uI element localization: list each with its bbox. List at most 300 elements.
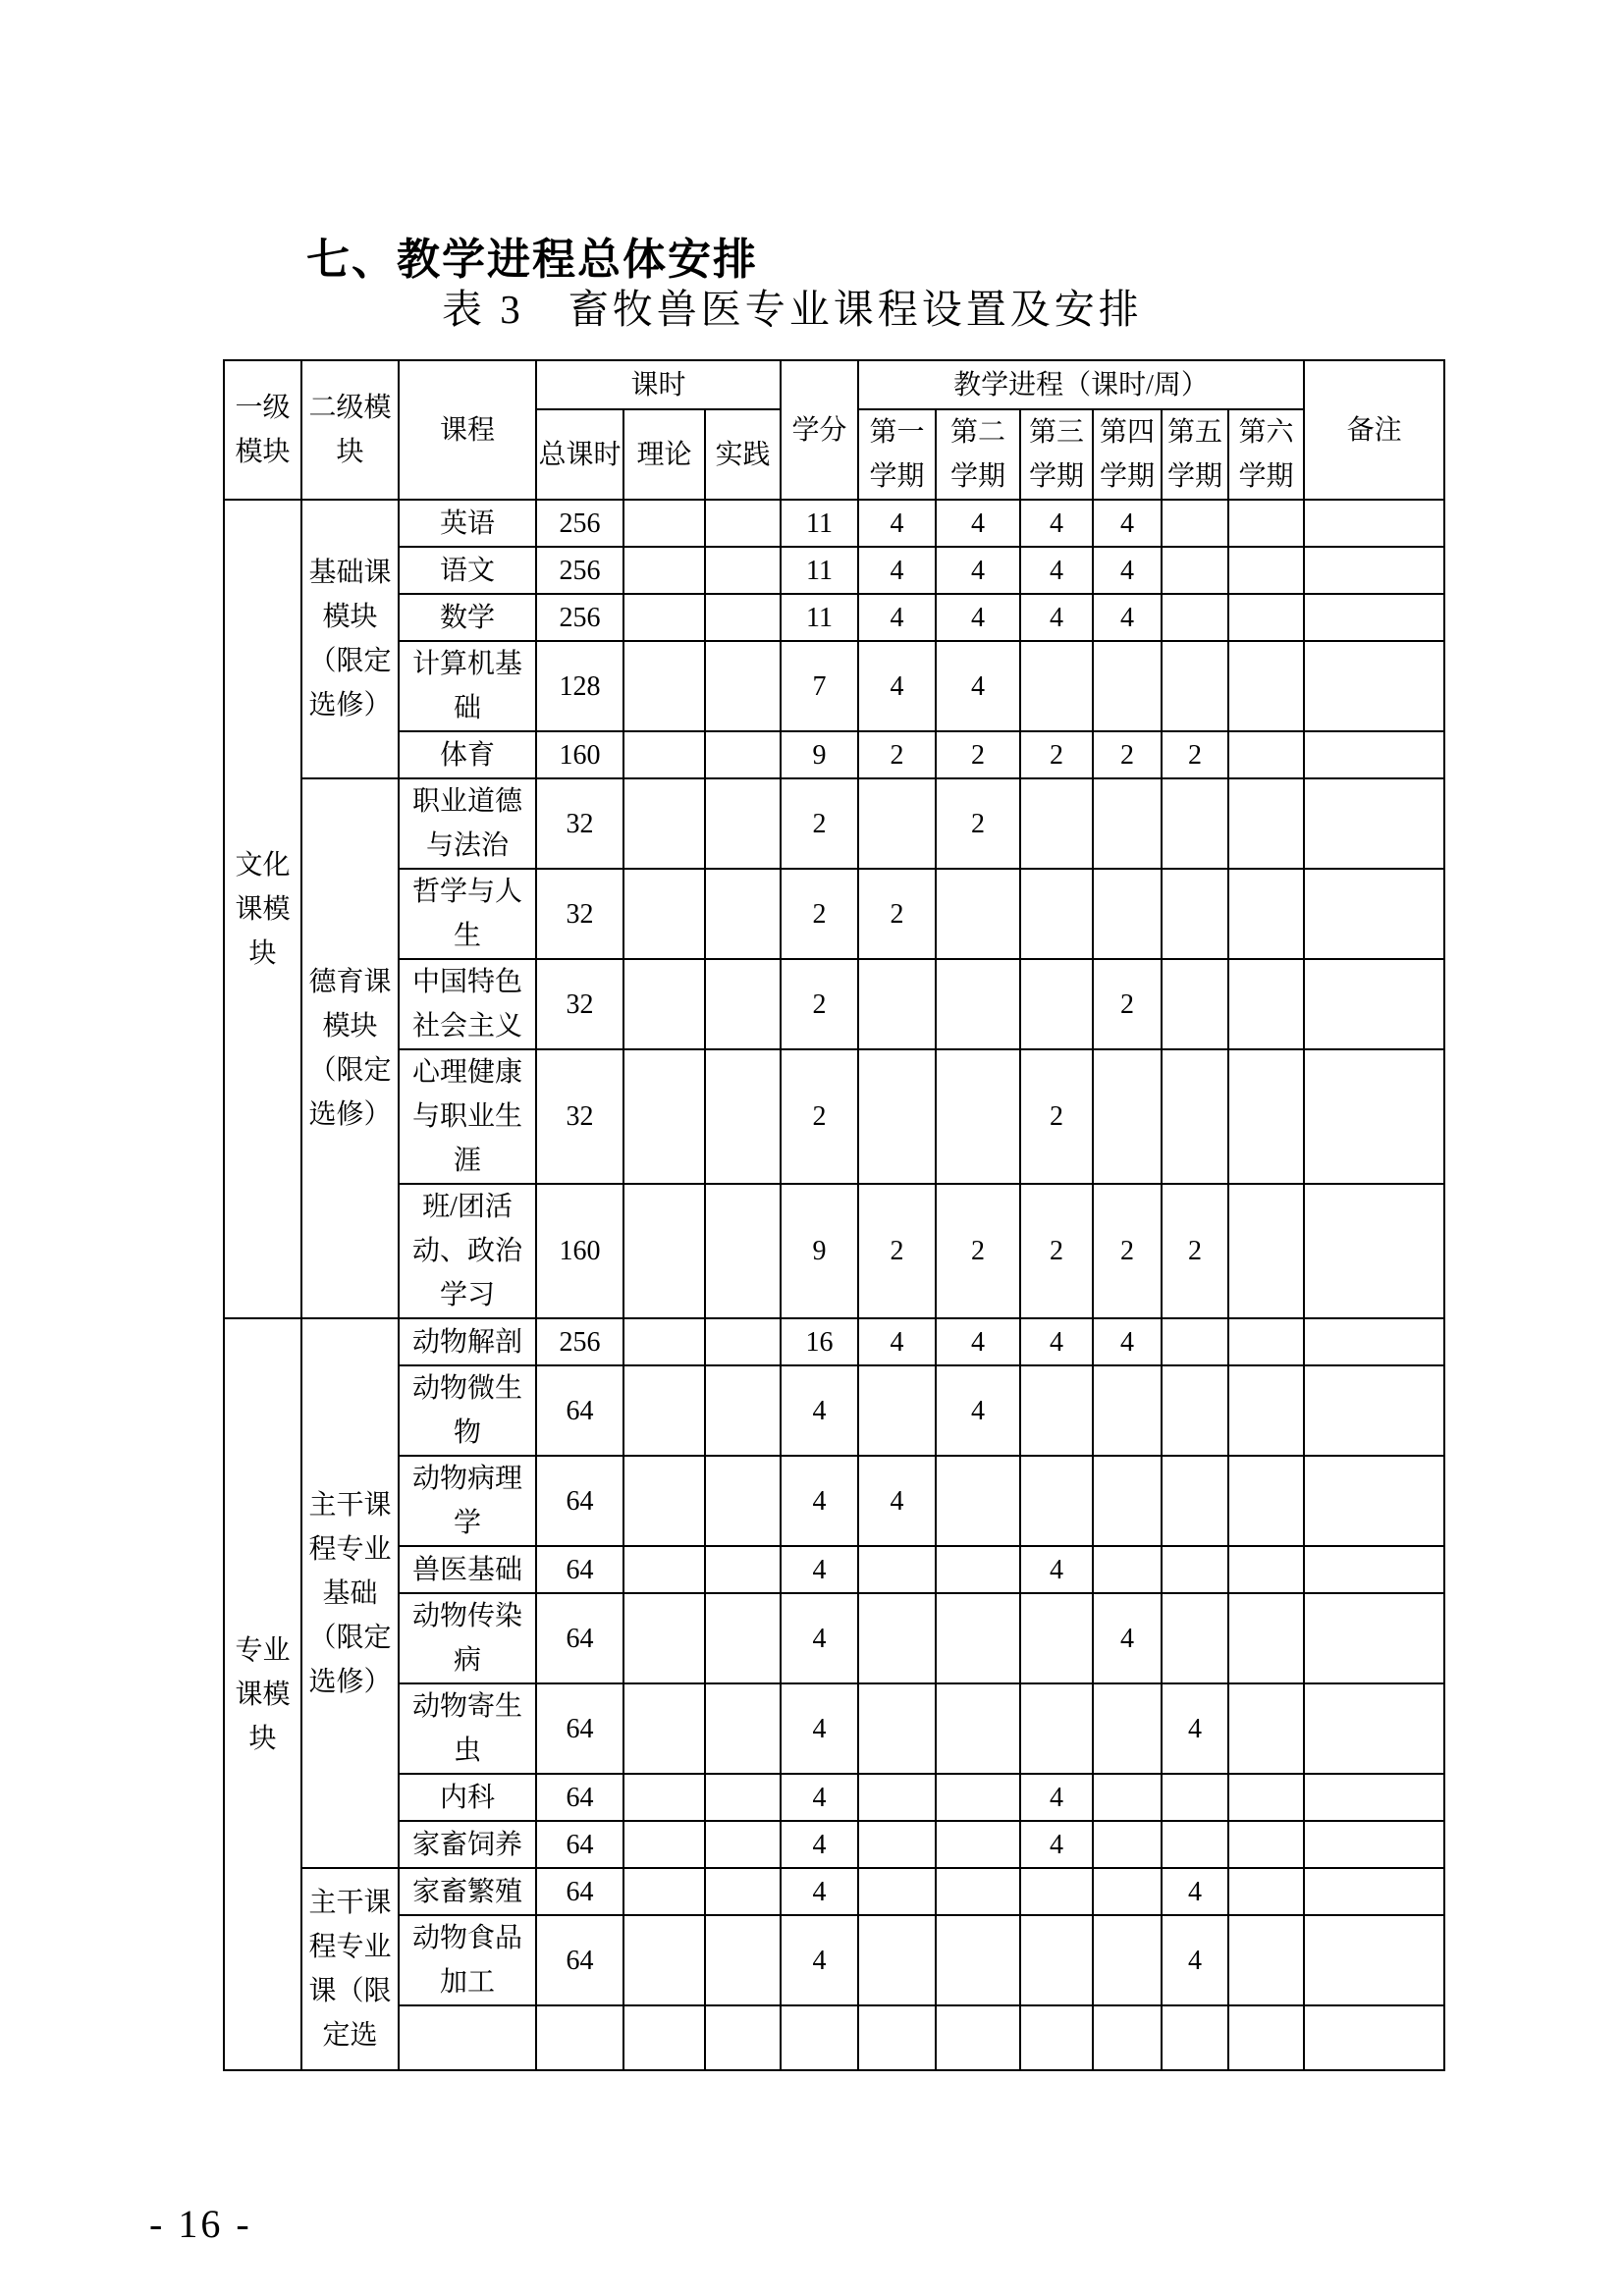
semester-6-cell bbox=[1228, 594, 1304, 641]
semester-1-cell: 4 bbox=[858, 1318, 936, 1365]
theory-hours-cell bbox=[623, 1546, 705, 1593]
semester-4-cell bbox=[1093, 778, 1162, 869]
semester-4-cell bbox=[1093, 1683, 1162, 1774]
total-hours-cell: 256 bbox=[536, 1318, 623, 1365]
table-row bbox=[224, 1774, 1444, 1821]
practice-hours-cell bbox=[705, 641, 781, 731]
theory-hours-cell bbox=[623, 1915, 705, 2005]
credits-cell: 4 bbox=[781, 1593, 858, 1683]
table-row bbox=[224, 1868, 1444, 1915]
semester-3-cell bbox=[1020, 1365, 1093, 1456]
remark-cell bbox=[1304, 1049, 1444, 1184]
semester-4-cell bbox=[1093, 641, 1162, 731]
section-heading: 七、教学进程总体安排 bbox=[306, 236, 758, 284]
course-cell: 动物食品加工 bbox=[399, 1915, 536, 2005]
credits-cell: 16 bbox=[781, 1318, 858, 1365]
semester-6-cell bbox=[1228, 1456, 1304, 1546]
semester-6-cell bbox=[1228, 1593, 1304, 1683]
semester-3-cell bbox=[1020, 2005, 1093, 2070]
table-row bbox=[224, 1546, 1444, 1593]
semester-4-cell: 4 bbox=[1093, 547, 1162, 594]
semester-4-cell: 4 bbox=[1093, 1593, 1162, 1683]
table-row bbox=[224, 1049, 1444, 1184]
credits-cell: 9 bbox=[781, 1184, 858, 1318]
table-row bbox=[224, 1915, 1444, 2005]
remark-cell bbox=[1304, 731, 1444, 778]
semester-1-cell: 4 bbox=[858, 594, 936, 641]
semester-3-cell: 4 bbox=[1020, 500, 1093, 547]
course-cell: 动物病理学 bbox=[399, 1456, 536, 1546]
semester-4-cell: 4 bbox=[1093, 594, 1162, 641]
header-semester-3: 第三学期 bbox=[1020, 409, 1093, 500]
semester-3-cell: 4 bbox=[1020, 594, 1093, 641]
header-hours-group: 课时 bbox=[536, 360, 781, 409]
course-cell: 家畜饲养 bbox=[399, 1821, 536, 1868]
semester-1-cell bbox=[858, 1774, 936, 1821]
table-row bbox=[224, 641, 1444, 731]
semester-5-cell: 4 bbox=[1162, 1868, 1228, 1915]
course-cell: 家畜繁殖 bbox=[399, 1868, 536, 1915]
theory-hours-cell bbox=[623, 1365, 705, 1456]
semester-1-cell bbox=[858, 1593, 936, 1683]
total-hours-cell bbox=[536, 2005, 623, 2070]
semester-6-cell bbox=[1228, 1318, 1304, 1365]
table-row bbox=[224, 1184, 1444, 1318]
semester-1-cell bbox=[858, 1915, 936, 2005]
semester-4-cell bbox=[1093, 1456, 1162, 1546]
total-hours-cell: 64 bbox=[536, 1365, 623, 1456]
semester-5-cell bbox=[1162, 547, 1228, 594]
course-cell: 兽医基础 bbox=[399, 1546, 536, 1593]
semester-4-cell bbox=[1093, 1546, 1162, 1593]
semester-3-cell bbox=[1020, 1683, 1093, 1774]
semester-5-cell: 4 bbox=[1162, 1915, 1228, 2005]
semester-1-cell: 4 bbox=[858, 1456, 936, 1546]
header-hours-total: 总课时 bbox=[536, 409, 623, 500]
semester-5-cell: 2 bbox=[1162, 731, 1228, 778]
semester-5-cell: 4 bbox=[1162, 1683, 1228, 1774]
semester-6-cell bbox=[1228, 1184, 1304, 1318]
total-hours-cell: 32 bbox=[536, 1049, 623, 1184]
semester-4-cell: 2 bbox=[1093, 959, 1162, 1049]
semester-5-cell bbox=[1162, 1593, 1228, 1683]
semester-3-cell bbox=[1020, 778, 1093, 869]
header-course: 课程 bbox=[399, 360, 536, 500]
course-cell: 动物解剖 bbox=[399, 1318, 536, 1365]
remark-cell bbox=[1304, 1365, 1444, 1456]
course-cell: 体育 bbox=[399, 731, 536, 778]
remark-cell bbox=[1304, 869, 1444, 959]
semester-4-cell: 4 bbox=[1093, 1318, 1162, 1365]
page-number: - 16 - bbox=[149, 2202, 252, 2246]
theory-hours-cell bbox=[623, 594, 705, 641]
module2-cell: 德育课模块（限定选修） bbox=[301, 778, 399, 1318]
practice-hours-cell bbox=[705, 1915, 781, 2005]
semester-5-cell bbox=[1162, 869, 1228, 959]
semester-1-cell bbox=[858, 959, 936, 1049]
semester-1-cell: 2 bbox=[858, 731, 936, 778]
semester-2-cell bbox=[936, 1049, 1020, 1184]
semester-1-cell bbox=[858, 1821, 936, 1868]
remark-cell bbox=[1304, 1915, 1444, 2005]
semester-5-cell bbox=[1162, 1821, 1228, 1868]
semester-3-cell bbox=[1020, 959, 1093, 1049]
practice-hours-cell bbox=[705, 547, 781, 594]
semester-1-cell bbox=[858, 1546, 936, 1593]
course-cell: 班/团活动、政治学习 bbox=[399, 1184, 536, 1318]
header-row-1 bbox=[224, 360, 1444, 409]
semester-3-cell: 4 bbox=[1020, 1318, 1093, 1365]
table-row bbox=[224, 2005, 1444, 2070]
table-row bbox=[224, 1593, 1444, 1683]
remark-cell bbox=[1304, 1184, 1444, 1318]
remark-cell bbox=[1304, 500, 1444, 547]
remark-cell bbox=[1304, 1318, 1444, 1365]
semester-5-cell bbox=[1162, 2005, 1228, 2070]
semester-3-cell: 2 bbox=[1020, 1184, 1093, 1318]
semester-1-cell bbox=[858, 1049, 936, 1184]
credits-cell: 11 bbox=[781, 594, 858, 641]
remark-cell bbox=[1304, 594, 1444, 641]
table-row bbox=[224, 731, 1444, 778]
semester-3-cell bbox=[1020, 1868, 1093, 1915]
semester-2-cell bbox=[936, 1774, 1020, 1821]
header-module2: 二级模块 bbox=[301, 360, 399, 500]
header-semester-2: 第二学期 bbox=[936, 409, 1020, 500]
table-row bbox=[224, 1365, 1444, 1456]
credits-cell: 4 bbox=[781, 1365, 858, 1456]
semester-6-cell bbox=[1228, 500, 1304, 547]
semester-1-cell: 2 bbox=[858, 869, 936, 959]
course-cell: 数学 bbox=[399, 594, 536, 641]
theory-hours-cell bbox=[623, 731, 705, 778]
header-semester-5: 第五学期 bbox=[1162, 409, 1228, 500]
credits-cell: 4 bbox=[781, 1821, 858, 1868]
credits-cell: 4 bbox=[781, 1915, 858, 2005]
semester-5-cell bbox=[1162, 1546, 1228, 1593]
remark-cell bbox=[1304, 1683, 1444, 1774]
practice-hours-cell bbox=[705, 2005, 781, 2070]
semester-1-cell bbox=[858, 778, 936, 869]
remark-cell bbox=[1304, 1774, 1444, 1821]
credits-cell: 7 bbox=[781, 641, 858, 731]
semester-6-cell bbox=[1228, 641, 1304, 731]
table-row bbox=[224, 1318, 1444, 1365]
semester-2-cell bbox=[936, 1683, 1020, 1774]
total-hours-cell: 160 bbox=[536, 731, 623, 778]
semester-2-cell: 4 bbox=[936, 594, 1020, 641]
semester-6-cell bbox=[1228, 2005, 1304, 2070]
semester-2-cell: 2 bbox=[936, 731, 1020, 778]
semester-6-cell bbox=[1228, 731, 1304, 778]
theory-hours-cell bbox=[623, 500, 705, 547]
semester-3-cell bbox=[1020, 641, 1093, 731]
semester-6-cell bbox=[1228, 547, 1304, 594]
semester-6-cell bbox=[1228, 1868, 1304, 1915]
theory-hours-cell bbox=[623, 1593, 705, 1683]
table-row bbox=[224, 959, 1444, 1049]
semester-3-cell bbox=[1020, 1915, 1093, 2005]
course-schedule-table bbox=[223, 359, 1445, 2071]
header-progress-group: 教学进程（课时/周） bbox=[858, 360, 1304, 409]
total-hours-cell: 32 bbox=[536, 959, 623, 1049]
table-row bbox=[224, 1456, 1444, 1546]
semester-5-cell bbox=[1162, 1365, 1228, 1456]
semester-4-cell bbox=[1093, 1365, 1162, 1456]
practice-hours-cell bbox=[705, 778, 781, 869]
remark-cell bbox=[1304, 547, 1444, 594]
credits-cell: 4 bbox=[781, 1546, 858, 1593]
remark-cell bbox=[1304, 641, 1444, 731]
theory-hours-cell bbox=[623, 869, 705, 959]
table-row bbox=[224, 500, 1444, 547]
course-cell: 中国特色社会主义 bbox=[399, 959, 536, 1049]
header-module1: 一级模块 bbox=[224, 360, 301, 500]
table-caption: 表 3 畜牧兽医专业课程设置及安排 bbox=[442, 287, 1143, 332]
practice-hours-cell bbox=[705, 1456, 781, 1546]
semester-6-cell bbox=[1228, 869, 1304, 959]
semester-2-cell bbox=[936, 1915, 1020, 2005]
practice-hours-cell bbox=[705, 1049, 781, 1184]
semester-6-cell bbox=[1228, 778, 1304, 869]
practice-hours-cell bbox=[705, 731, 781, 778]
course-cell: 心理健康与职业生涯 bbox=[399, 1049, 536, 1184]
semester-1-cell bbox=[858, 1365, 936, 1456]
total-hours-cell: 64 bbox=[536, 1821, 623, 1868]
total-hours-cell: 64 bbox=[536, 1683, 623, 1774]
course-cell: 哲学与人生 bbox=[399, 869, 536, 959]
semester-2-cell bbox=[936, 959, 1020, 1049]
practice-hours-cell bbox=[705, 1184, 781, 1318]
table-row bbox=[224, 594, 1444, 641]
semester-3-cell: 4 bbox=[1020, 1774, 1093, 1821]
semester-2-cell: 2 bbox=[936, 1184, 1020, 1318]
practice-hours-cell bbox=[705, 1546, 781, 1593]
header-theory: 理论 bbox=[623, 409, 705, 500]
semester-6-cell bbox=[1228, 959, 1304, 1049]
semester-5-cell bbox=[1162, 1049, 1228, 1184]
remark-cell bbox=[1304, 1546, 1444, 1593]
semester-2-cell bbox=[936, 1868, 1020, 1915]
total-hours-cell: 160 bbox=[536, 1184, 623, 1318]
course-cell: 英语 bbox=[399, 500, 536, 547]
credits-cell bbox=[781, 2005, 858, 2070]
semester-2-cell bbox=[936, 869, 1020, 959]
semester-6-cell bbox=[1228, 1049, 1304, 1184]
semester-4-cell bbox=[1093, 1049, 1162, 1184]
total-hours-cell: 32 bbox=[536, 869, 623, 959]
semester-1-cell: 2 bbox=[858, 1184, 936, 1318]
practice-hours-cell bbox=[705, 1774, 781, 1821]
header-practice: 实践 bbox=[705, 409, 781, 500]
semester-4-cell bbox=[1093, 1915, 1162, 2005]
semester-2-cell: 4 bbox=[936, 1365, 1020, 1456]
total-hours-cell: 64 bbox=[536, 1546, 623, 1593]
header-semester-1: 第一学期 bbox=[858, 409, 936, 500]
semester-1-cell: 4 bbox=[858, 641, 936, 731]
semester-3-cell: 2 bbox=[1020, 1049, 1093, 1184]
semester-5-cell bbox=[1162, 1318, 1228, 1365]
semester-5-cell: 2 bbox=[1162, 1184, 1228, 1318]
credits-cell: 9 bbox=[781, 731, 858, 778]
semester-5-cell bbox=[1162, 641, 1228, 731]
semester-1-cell: 4 bbox=[858, 547, 936, 594]
remark-cell bbox=[1304, 1456, 1444, 1546]
table-row bbox=[224, 1821, 1444, 1868]
table-row bbox=[224, 869, 1444, 959]
semester-2-cell: 4 bbox=[936, 1318, 1020, 1365]
semester-6-cell bbox=[1228, 1774, 1304, 1821]
semester-4-cell: 2 bbox=[1093, 731, 1162, 778]
semester-4-cell bbox=[1093, 1868, 1162, 1915]
practice-hours-cell bbox=[705, 500, 781, 547]
course-cell: 动物寄生虫 bbox=[399, 1683, 536, 1774]
semester-4-cell bbox=[1093, 1821, 1162, 1868]
module1-cell: 专业课模块 bbox=[224, 1318, 301, 2070]
course-cell: 动物微生物 bbox=[399, 1365, 536, 1456]
credits-cell: 2 bbox=[781, 778, 858, 869]
total-hours-cell: 64 bbox=[536, 1868, 623, 1915]
semester-5-cell bbox=[1162, 1774, 1228, 1821]
remark-cell bbox=[1304, 778, 1444, 869]
practice-hours-cell bbox=[705, 1821, 781, 1868]
credits-cell: 4 bbox=[781, 1456, 858, 1546]
semester-2-cell: 4 bbox=[936, 641, 1020, 731]
practice-hours-cell bbox=[705, 1868, 781, 1915]
theory-hours-cell bbox=[623, 2005, 705, 2070]
semester-1-cell: 4 bbox=[858, 500, 936, 547]
course-cell: 语文 bbox=[399, 547, 536, 594]
semester-4-cell: 4 bbox=[1093, 500, 1162, 547]
semester-5-cell bbox=[1162, 594, 1228, 641]
theory-hours-cell bbox=[623, 1821, 705, 1868]
semester-6-cell bbox=[1228, 1683, 1304, 1774]
semester-3-cell: 4 bbox=[1020, 1821, 1093, 1868]
semester-2-cell bbox=[936, 1593, 1020, 1683]
total-hours-cell: 64 bbox=[536, 1915, 623, 2005]
total-hours-cell: 256 bbox=[536, 594, 623, 641]
total-hours-cell: 32 bbox=[536, 778, 623, 869]
practice-hours-cell bbox=[705, 594, 781, 641]
module2-cell: 主干课程专业基础（限定选修） bbox=[301, 1318, 399, 1868]
header-semester-4: 第四学期 bbox=[1093, 409, 1162, 500]
semester-4-cell bbox=[1093, 1774, 1162, 1821]
header-remark: 备注 bbox=[1304, 360, 1444, 500]
practice-hours-cell bbox=[705, 1683, 781, 1774]
credits-cell: 4 bbox=[781, 1868, 858, 1915]
table-row bbox=[224, 1683, 1444, 1774]
semester-2-cell bbox=[936, 1821, 1020, 1868]
total-hours-cell: 128 bbox=[536, 641, 623, 731]
credits-cell: 11 bbox=[781, 500, 858, 547]
credits-cell: 4 bbox=[781, 1774, 858, 1821]
semester-3-cell: 4 bbox=[1020, 1546, 1093, 1593]
credits-cell: 11 bbox=[781, 547, 858, 594]
semester-2-cell bbox=[936, 1456, 1020, 1546]
course-cell: 计算机基础 bbox=[399, 641, 536, 731]
credits-cell: 2 bbox=[781, 959, 858, 1049]
semester-6-cell bbox=[1228, 1915, 1304, 2005]
header-credits: 学分 bbox=[781, 360, 858, 500]
theory-hours-cell bbox=[623, 1318, 705, 1365]
practice-hours-cell bbox=[705, 1318, 781, 1365]
semester-5-cell bbox=[1162, 500, 1228, 547]
total-hours-cell: 256 bbox=[536, 500, 623, 547]
course-cell: 职业道德与法治 bbox=[399, 778, 536, 869]
theory-hours-cell bbox=[623, 547, 705, 594]
total-hours-cell: 256 bbox=[536, 547, 623, 594]
module2-cell: 基础课模块（限定选修） bbox=[301, 500, 399, 778]
table-row bbox=[224, 547, 1444, 594]
credits-cell: 2 bbox=[781, 869, 858, 959]
remark-cell bbox=[1304, 1821, 1444, 1868]
semester-6-cell bbox=[1228, 1821, 1304, 1868]
semester-2-cell: 4 bbox=[936, 500, 1020, 547]
theory-hours-cell bbox=[623, 778, 705, 869]
semester-5-cell bbox=[1162, 959, 1228, 1049]
remark-cell bbox=[1304, 1868, 1444, 1915]
semester-1-cell bbox=[858, 2005, 936, 2070]
theory-hours-cell bbox=[623, 1868, 705, 1915]
theory-hours-cell bbox=[623, 1774, 705, 1821]
semester-3-cell: 4 bbox=[1020, 547, 1093, 594]
semester-5-cell bbox=[1162, 778, 1228, 869]
total-hours-cell: 64 bbox=[536, 1774, 623, 1821]
course-cell bbox=[399, 2005, 536, 2070]
module1-cell: 文化课模块 bbox=[224, 500, 301, 1318]
theory-hours-cell bbox=[623, 1456, 705, 1546]
remark-cell bbox=[1304, 959, 1444, 1049]
theory-hours-cell bbox=[623, 1184, 705, 1318]
practice-hours-cell bbox=[705, 1593, 781, 1683]
total-hours-cell: 64 bbox=[536, 1593, 623, 1683]
header-semester-6: 第六学期 bbox=[1228, 409, 1304, 500]
semester-1-cell bbox=[858, 1683, 936, 1774]
semester-3-cell bbox=[1020, 1456, 1093, 1546]
theory-hours-cell bbox=[623, 641, 705, 731]
semester-3-cell bbox=[1020, 869, 1093, 959]
semester-4-cell bbox=[1093, 869, 1162, 959]
semester-2-cell bbox=[936, 1546, 1020, 1593]
semester-2-cell bbox=[936, 2005, 1020, 2070]
semester-5-cell bbox=[1162, 1456, 1228, 1546]
semester-2-cell: 4 bbox=[936, 547, 1020, 594]
practice-hours-cell bbox=[705, 869, 781, 959]
practice-hours-cell bbox=[705, 959, 781, 1049]
table-row bbox=[224, 778, 1444, 869]
credits-cell: 4 bbox=[781, 1683, 858, 1774]
total-hours-cell: 64 bbox=[536, 1456, 623, 1546]
table-body bbox=[224, 500, 1444, 2070]
remark-cell bbox=[1304, 2005, 1444, 2070]
remark-cell bbox=[1304, 1593, 1444, 1683]
semester-4-cell: 2 bbox=[1093, 1184, 1162, 1318]
theory-hours-cell bbox=[623, 1683, 705, 1774]
semester-1-cell bbox=[858, 1868, 936, 1915]
semester-3-cell: 2 bbox=[1020, 731, 1093, 778]
course-cell: 动物传染病 bbox=[399, 1593, 536, 1683]
semester-6-cell bbox=[1228, 1365, 1304, 1456]
semester-4-cell bbox=[1093, 2005, 1162, 2070]
theory-hours-cell bbox=[623, 1049, 705, 1184]
practice-hours-cell bbox=[705, 1365, 781, 1456]
credits-cell: 2 bbox=[781, 1049, 858, 1184]
semester-6-cell bbox=[1228, 1546, 1304, 1593]
theory-hours-cell bbox=[623, 959, 705, 1049]
semester-2-cell: 2 bbox=[936, 778, 1020, 869]
semester-3-cell bbox=[1020, 1593, 1093, 1683]
course-cell: 内科 bbox=[399, 1774, 536, 1821]
